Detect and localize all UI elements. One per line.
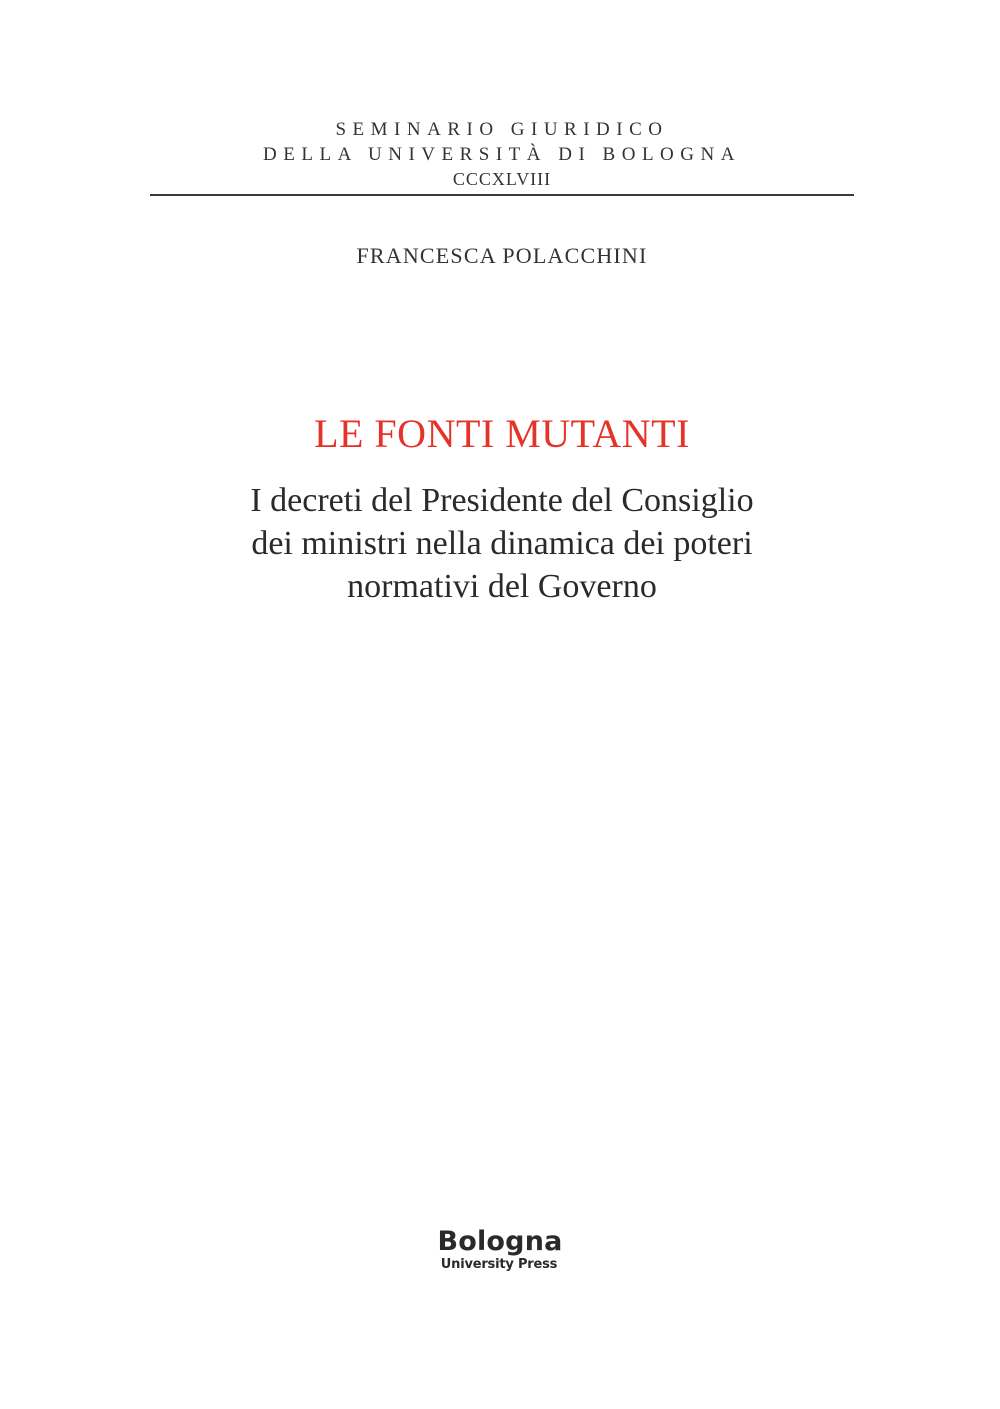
header-divider [150, 194, 854, 196]
series-volume-number: CCCXLVIII [452, 169, 552, 189]
series-heading [150, 117, 854, 192]
subtitle-line: I decreti del Presidente del Consiglio [250, 482, 754, 519]
publisher-name: Bologna [437, 1226, 563, 1257]
series-university: DELLA UNIVERSITÀ DI BOLOGNA [263, 144, 741, 165]
subtitle-line: dei ministri nella dinamica dei poteri [251, 525, 753, 562]
publisher-logo [400, 1227, 600, 1273]
book-subtitle [150, 479, 854, 608]
series-name: SEMINARIO GIURIDICO [335, 119, 669, 140]
subtitle-line: normativi del Governo [347, 568, 657, 605]
publisher-subtitle: University Press [440, 1257, 558, 1272]
author-name: FRANCESCA POLACCHINI [356, 243, 648, 268]
book-title: LE FONTI MUTANTI [314, 411, 690, 456]
